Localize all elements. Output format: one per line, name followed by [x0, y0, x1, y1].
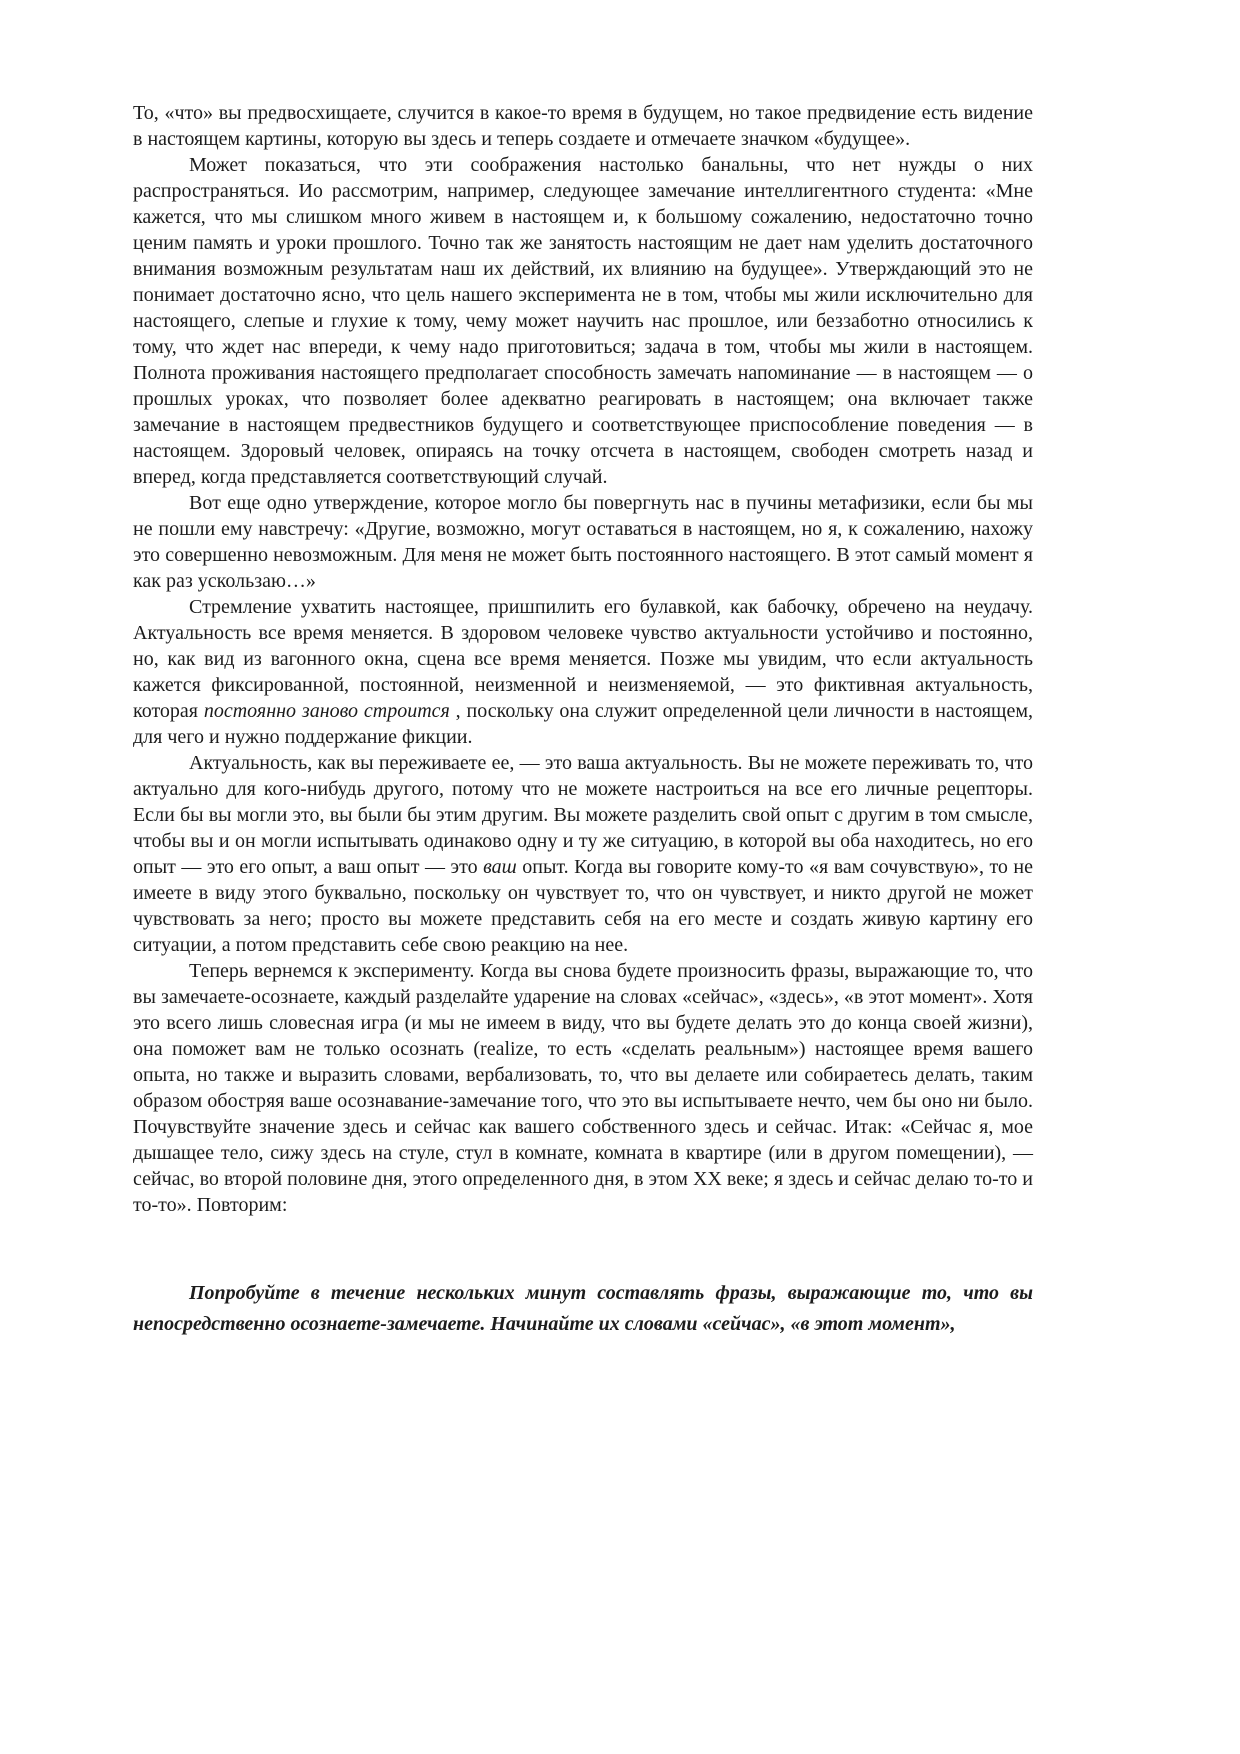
paragraph-text: Теперь вернемся к эксперименту. Когда вы снова будете произносить фразы, выражающие то, что вы замечаете-осознаете, каждый разделайте ударение на словах «сейчас», «здесь», «в этот момент». Хотя это всего лишь словесная игра (и мы не имеем в виду, что вы будете делать это до конца своей жизни), она поможет вам не только осознать (realize, то есть «сделать реальным») настоящее время вашего опыта, но также и выразить словами, вербализовать, то, что вы делаете или собираетесь делать, таким образом обостряя ваше осознавание-замечание того, что это вы испытываете нечто, чем бы оно ни было. Почувствуйте значение здесь и сейчас как вашего собственного здесь и сейчас. Итак: «Сейчас я, мое дышащее тело, сижу здесь на стуле, стул в комнате, комната в квартире (или в другом помещении), — сейчас, во второй половине дня, этого определенного дня, в этом XX веке; я здесь и сейчас делаю то-то и то-то». Повторим:: [133, 960, 1033, 1216]
paragraph-actuality: [133, 594, 1033, 750]
paragraph-text: Стремление ухватить настоящее, пришпилить его булавкой, как бабочку, обречено на неудачу. Актуальность все время меняется. В здоровом человеке чувство актуальности устойчиво и постоянно, но, как вид из вагонного окна, сцена все время меняется. Позже мы увидим, что если актуальность кажется фиксированной, постоянной, неизменной и неизменяемой, — это фиктивная актуальность, которая: [133, 596, 1033, 722]
paragraph-text: Попробуйте в течение нескольких минут составлять фразы, выражающие то, что вы непосредственно осознаете-замечаете. Начинайте их словами «сейчас», «в этот момент»,: [133, 1282, 1033, 1335]
paragraph-text: То, «что» вы предвосхищаете, случится в какое-то время в будущем, но такое предвидение есть видение в настоящем картины, которую вы здесь и теперь создаете и отмечаете значком «будущее».: [133, 102, 1033, 150]
paragraph-exercise-instruction: [133, 1278, 1033, 1340]
paragraph-continuation: [133, 100, 1033, 152]
paragraph-experiment: [133, 958, 1033, 1218]
paragraph-text: Актуальность, как вы переживаете ее, — это ваша актуальность. Вы не можете переживать то, что актуально для кого-нибудь другого, потому что не можете настроиться на все его личные рецепторы. Если бы вы могли это, вы были бы этим другим. Вы можете разделить свой опыт с другим в том смысле, чтобы вы и он могли испытывать одинаково одну и ту же ситуацию, в которой вы оба находитесь, но его опыт — это его опыт, а ваш опыт — это: [133, 752, 1033, 878]
paragraph-text: Вот еще одно утверждение, которое могло бы повергнуть нас в пучины метафизики, если бы мы не пошли ему навстречу: «Другие, возможно, могут оставаться в настоящем, но я, к сожалению, нахожу это совершенно невозможным. Для меня не может быть постоянного настоящего. В этот самый момент я как раз ускользаю…»: [133, 492, 1033, 592]
paragraph-text: , поскольку она служит определенной цели личности в настоящем, для чего и нужно поддержание фикции.: [133, 700, 1033, 748]
text-content: [133, 100, 1033, 1340]
paragraph-text-emphasis: ваш: [483, 856, 517, 878]
paragraph-text: Может показаться, что эти соображения настолько банальны, что нет нужды о них распространяться. Ио рассмотрим, например, следующее замечание интеллигентного студента: «Мне кажется, что мы слишком много живем в настоящем и, к большому сожалению, недостаточно точно ценим память и уроки прошлого. Точно так же занятость настоящим не дает нам уделить достаточного внимания возможным результатам наш их действий, их влиянию на будущее». Утверждающий это не понимает достаточно ясно, что цель нашего эксперимента не в том, чтобы мы жили исключительно для настоящего, слепые и глухие к тому, чему может научить нас прошлое, или беззаботно относились к тому, что ждет нас впереди, к чему надо приготовиться; задача в том, чтобы мы жили в настоящем. Полнота проживания настоящего предполагает способность замечать напоминание — в настоящем — о прошлых уроках, что позволяет более адекватно реагировать в настоящем; она включает также замечание в настоящем предвестников будущего и соответствующее приспособление поведения — в настоящем. Здоровый человек, опираясь на точку отсчета в настоящем, свободен смотреть назад и вперед, когда представляется соответствующий случай.: [133, 154, 1033, 488]
paragraph-student-remark: [133, 152, 1033, 490]
paragraph-metaphysics: [133, 490, 1033, 594]
paragraph-text: опыт. Когда вы говорите кому-то «я вам сочувствую», то не имеете в виду этого буквально, поскольку он чувствует то, что он чувствует, и никто другой не может чувствовать за него; просто вы можете представить себя на его месте и создать живую картину его ситуации, а потом представить себе свою реакцию на нее.: [133, 856, 1033, 956]
paragraph-your-actuality: [133, 750, 1033, 958]
paragraph-text-emphasis: постоянно заново строится: [203, 700, 450, 722]
